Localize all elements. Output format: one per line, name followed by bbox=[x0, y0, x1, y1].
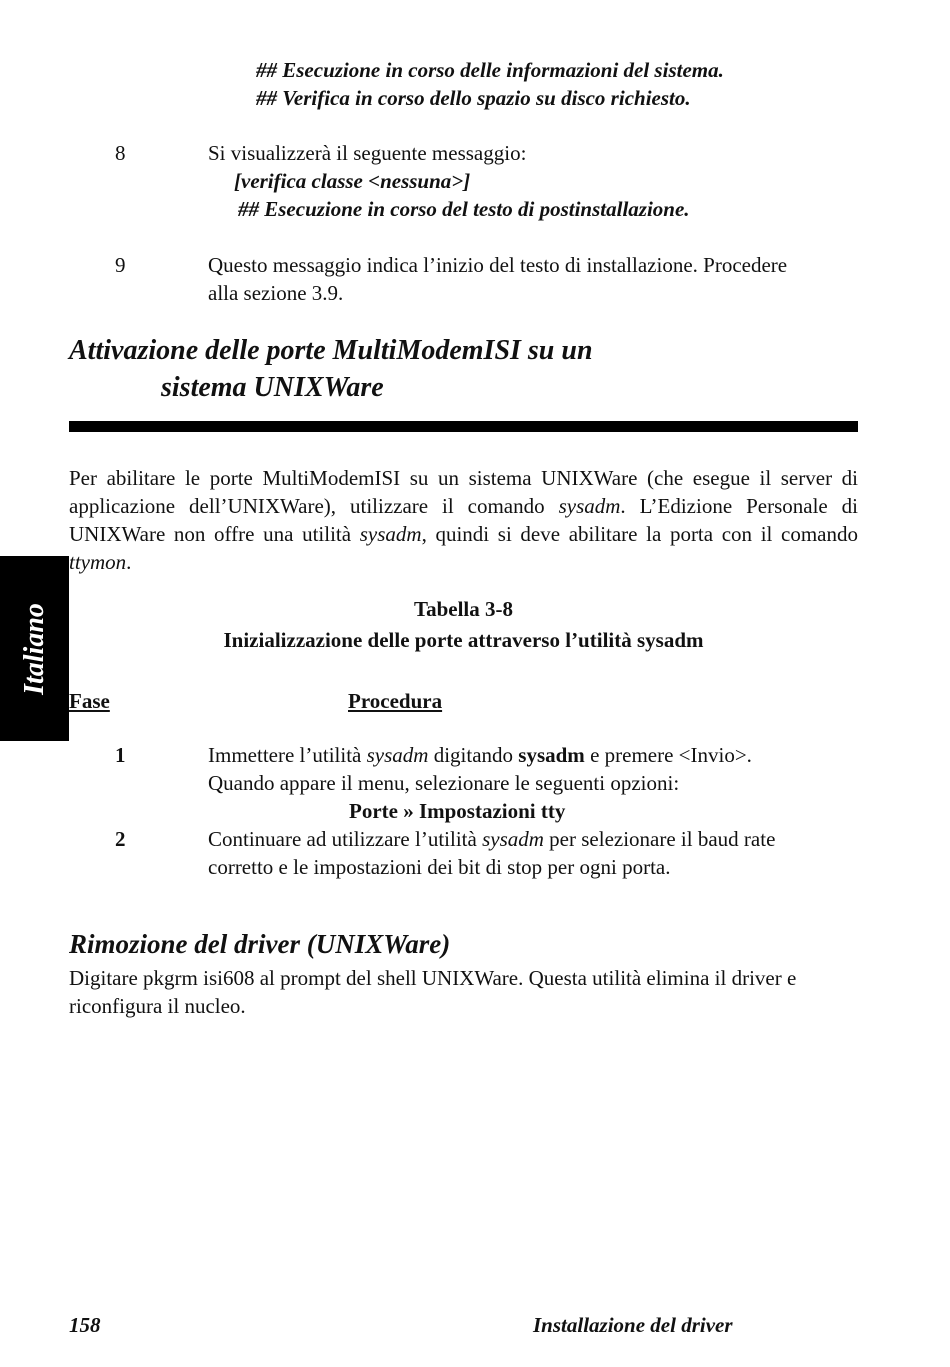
system-message-2: ## Verifica in corso dello spazio su disco richiesto. bbox=[256, 86, 691, 110]
step-number: 9 bbox=[115, 253, 126, 277]
step-text: alla sezione 3.9. bbox=[208, 281, 344, 305]
table-row-text: Quando appare il menu, selezionare le seguenti opzioni: bbox=[208, 771, 680, 795]
section-heading: sistema UNIXWare bbox=[161, 372, 384, 403]
section-paragraph: Per abilitare le porte MultiModemISI su un sistema UNIXWare (che esegue il server di applicazione dell’UNIXWare), utilizzare il comando sysadm. L’Edizione Personale di UNIXWare non offre una utilità sysadm, quindi si deve abilitare la porta con il comando ttymon. bbox=[69, 466, 859, 574]
heading-rule bbox=[69, 421, 858, 432]
menu-path: Porte » Impostazioni tty bbox=[349, 799, 566, 823]
section-paragraph: Digitare pkgrm isi608 al prompt del shell UNIXWare. Questa utilità elimina il driver e riconfigura il nucleo. bbox=[69, 966, 797, 1018]
step-text: Questo messaggio indica l’inizio del testo di installazione. Procedere bbox=[208, 253, 788, 277]
system-message-4: ## Esecuzione in corso del testo di postinstallazione. bbox=[238, 197, 690, 221]
language-tab: Italiano bbox=[0, 556, 69, 741]
table-caption: Inizializzazione delle porte attraverso l’utilità sysadm bbox=[223, 628, 704, 652]
step-number: 8 bbox=[115, 141, 126, 165]
table-row-number: 1 bbox=[115, 743, 126, 767]
table-row-text: corretto e le impostazioni dei bit di stop per ogni porta. bbox=[208, 855, 671, 879]
system-message-1: ## Esecuzione in corso delle informazioni del sistema. bbox=[256, 58, 724, 82]
system-message-3: [verifica classe <nessuna>] bbox=[234, 169, 471, 193]
section-heading: Attivazione delle porte MultiModemISI su un bbox=[69, 335, 593, 366]
page-number: 158 bbox=[69, 1313, 101, 1337]
column-header-procedura: Procedura bbox=[348, 689, 443, 713]
table-row-text: Continuare ad utilizzare l’utilità sysadm per selezionare il baud rate bbox=[208, 827, 776, 851]
footer-chapter-title: Installazione del driver bbox=[533, 1313, 733, 1337]
section-heading: Rimozione del driver (UNIXWare) bbox=[69, 929, 451, 959]
table-caption: Tabella 3-8 bbox=[414, 597, 513, 621]
table-row-number: 2 bbox=[115, 827, 126, 851]
column-header-fase: Fase bbox=[69, 689, 110, 713]
table-row-text: Immettere l’utilità sysadm digitando sysadm e premere <Invio>. bbox=[208, 743, 752, 767]
step-text: Si visualizzerà il seguente messaggio: bbox=[208, 141, 527, 165]
